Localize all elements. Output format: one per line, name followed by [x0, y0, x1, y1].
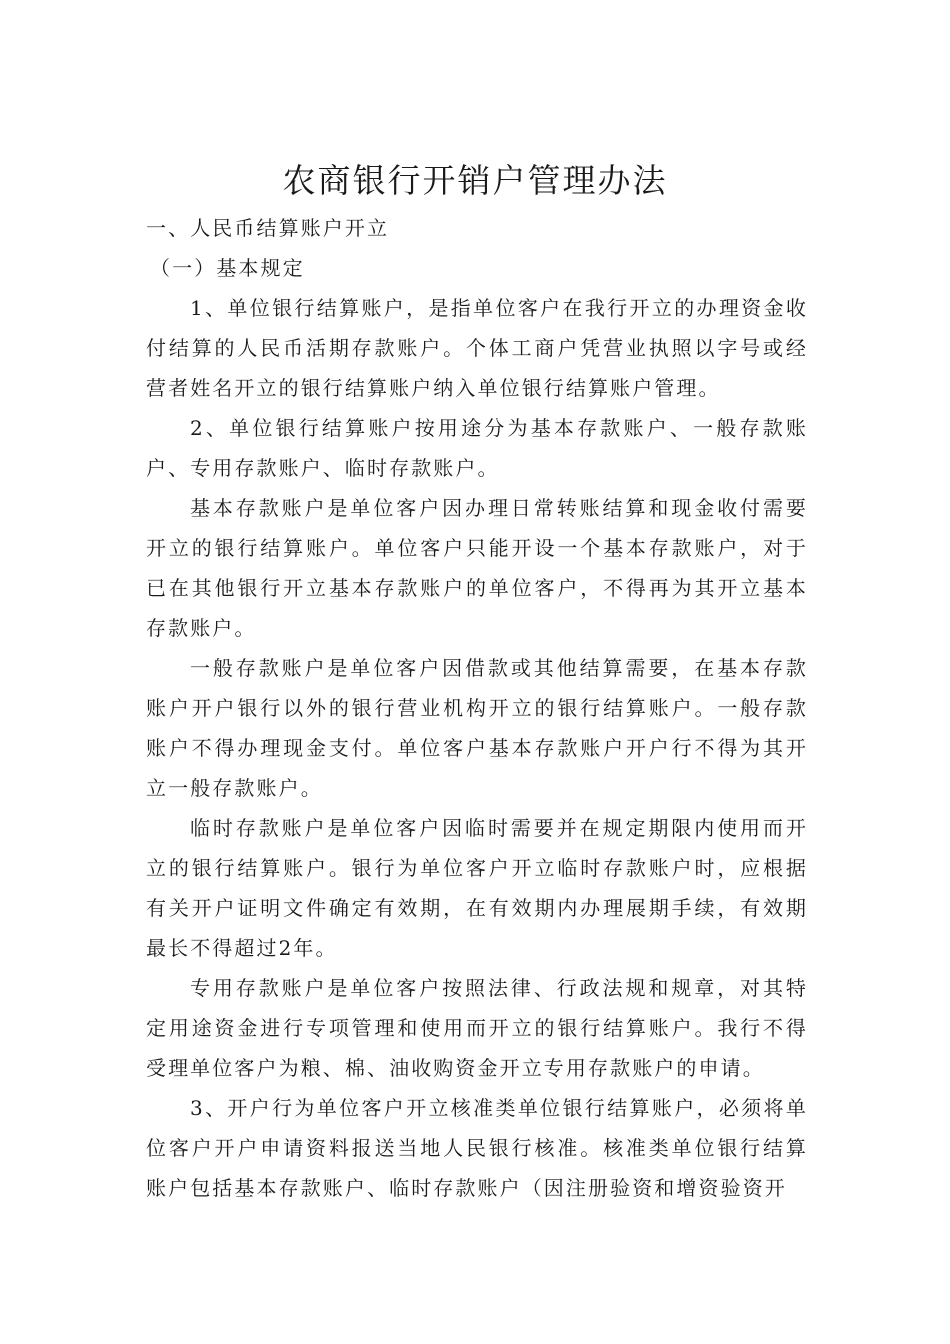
- section-heading: 一、人民币结算账户开立: [146, 216, 390, 240]
- paragraph: 一般存款账户是单位客户因借款或其他结算需要，在基本存款账户开户银行以外的银行营业机构开立的银行结算账户。一般存款账户不得办理现金支付。单位客户基本存款账户开户行不得为其开立一般存款账户。: [146, 656, 808, 800]
- paragraph: 1、单位银行结算账户，是指单位客户在我行开立的办理资金收付结算的人民币活期存款账户。个体工商户凭营业执照以字号或经营者姓名开立的银行结算账户纳入单位银行结算账户管理。: [146, 296, 808, 400]
- document-body: [146, 208, 808, 1208]
- paragraph: 临时存款账户是单位客户因临时需要并在规定期限内使用而开立的银行结算账户。银行为单位客户开立临时存款账户时，应根据有关开户证明文件确定有效期，在有效期内办理展期手续，有效期最长不得超过2年。: [146, 816, 808, 960]
- paragraph: 2、单位银行结算账户按用途分为基本存款账户、一般存款账户、专用存款账户、临时存款账户。: [146, 416, 808, 480]
- document-title: 农商银行开销户管理办法: [282, 161, 668, 200]
- paragraph: 专用存款账户是单位客户按照法律、行政法规和规章，对其特定用途资金进行专项管理和使用而开立的银行结算账户。我行不得受理单位客户为粮、棉、油收购资金开立专用存款账户的申请。: [146, 976, 808, 1080]
- paragraph: 3、开户行为单位客户开立核准类单位银行结算账户，必须将单位客户开户申请资料报送当地人民银行核准。核准类单位银行结算账户包括基本存款账户、临时存款账户（因注册验资和增资验资开: [146, 1096, 808, 1200]
- subsection-heading: （一）基本规定: [150, 256, 305, 280]
- paragraph: 基本存款账户是单位客户因办理日常转账结算和现金收付需要开立的银行结算账户。单位客户只能开设一个基本存款账户，对于已在其他银行开立基本存款账户的单位客户，不得再为其开立基本存款账户。: [146, 496, 808, 640]
